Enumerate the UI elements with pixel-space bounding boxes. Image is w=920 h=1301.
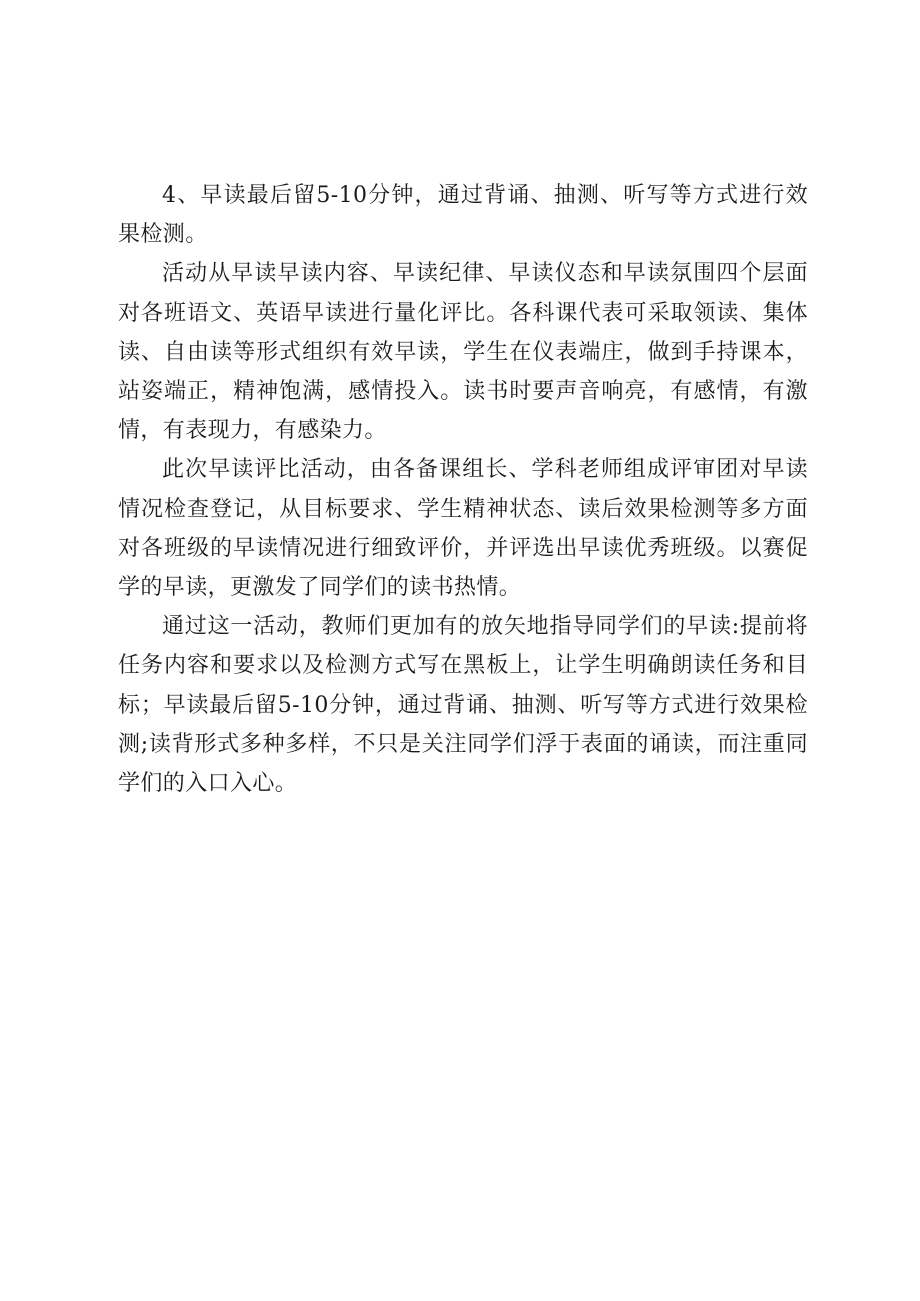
paragraph-outcome: 通过这一活动，教师们更加有的放矢地指导同学们的早读:提前将任务内容和要求以及检测方式写在黑板上，让学生明确朗读任务和目标；早读最后留5-10分钟，通过背诵、抽测、听写等方式进行效果检测;读背形式多种多样，不只是关注同学们浮于表面的诵读，而注重同学们的入口入心。 <box>118 614 808 797</box>
document-body <box>118 176 808 803</box>
paragraph-evaluation: 此次早读评比活动，由各备课组长、学科老师组成评审团对早读情况检查登记，从目标要求、学生精神状态、读后效果检测等多方面对各班级的早读情况进行细致评价，并评选出早读优秀班级。以赛促学的早读，更激发了同学们的读书热情。 <box>118 457 808 601</box>
paragraph-item-4: 4、早读最后留5-10分钟，通过背诵、抽测、听写等方式进行效果检测。 <box>118 183 808 248</box>
paragraph-activity-overview: 活动从早读早读内容、早读纪律、早读仪态和早读氛围四个层面对各班语文、英语早读进行量化评比。各科课代表可采取领读、集体读、自由读等形式组织有效早读，学生在仪表端庄，做到手持课本，站姿端正，精神饱满，感情投入。读书时要声音响亮，有感情，有激情，有表现力，有感染力。 <box>118 261 808 444</box>
